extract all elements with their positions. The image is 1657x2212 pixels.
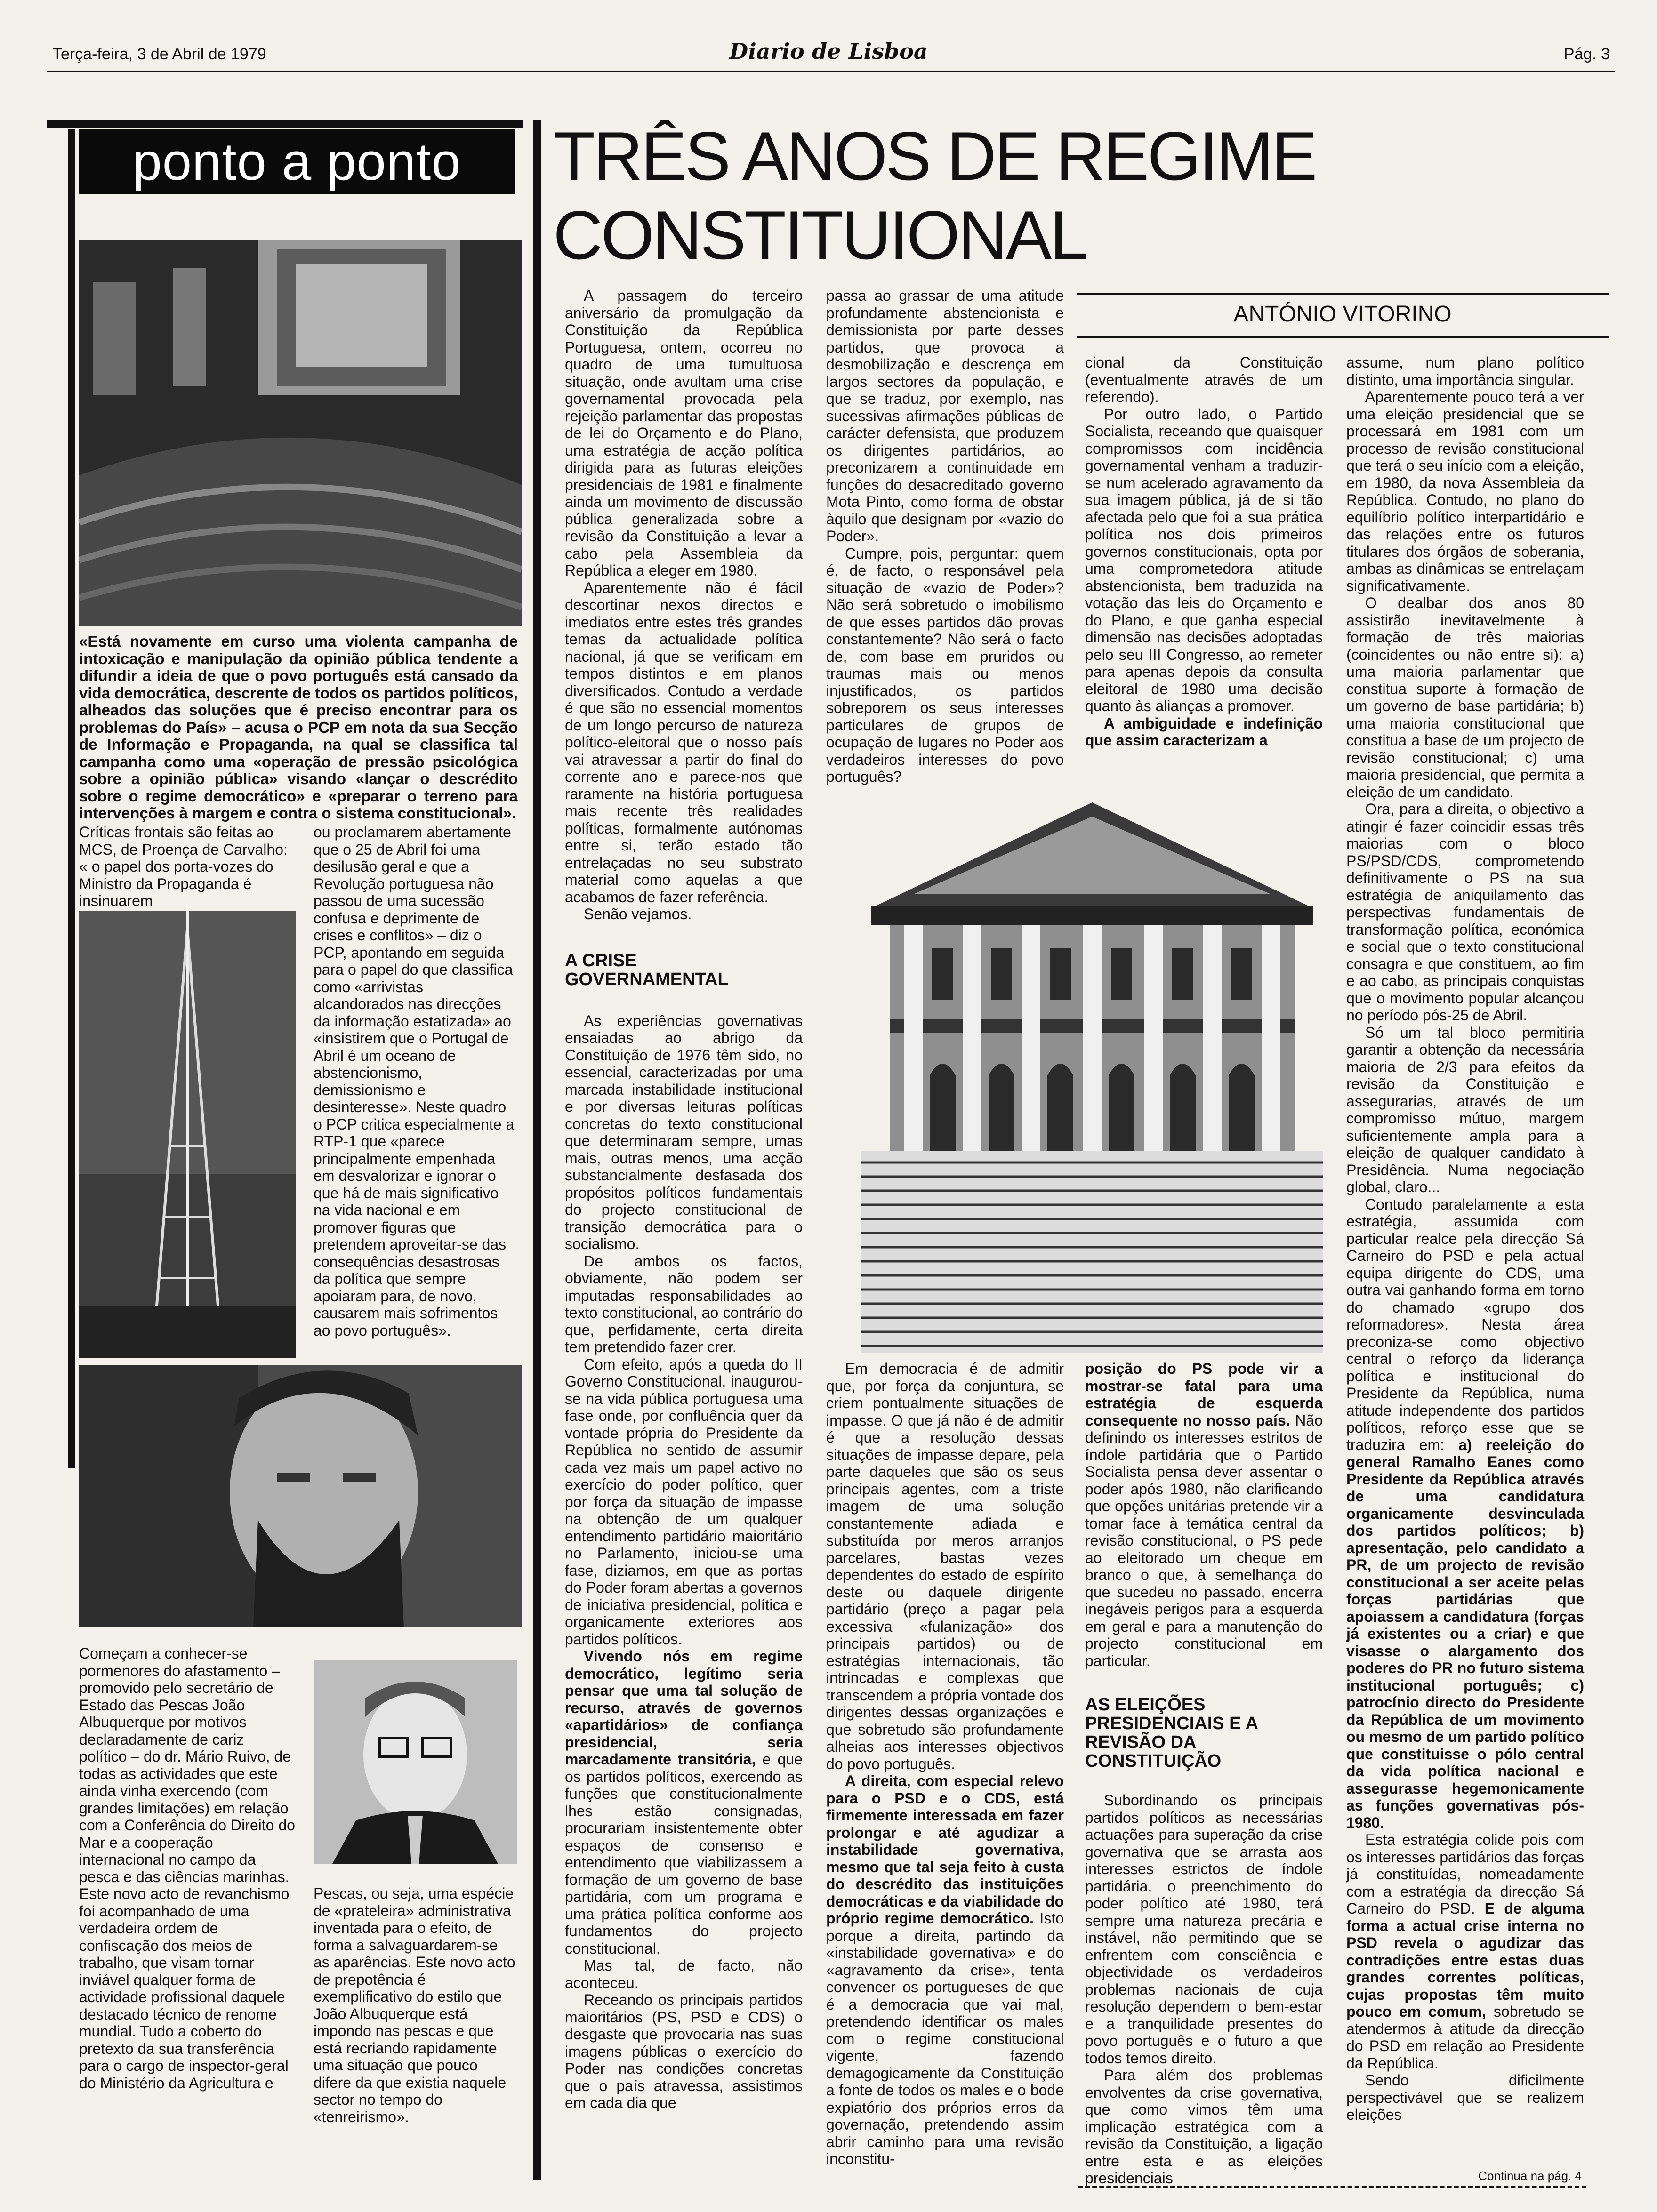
sidebar-title-text: ponto a ponto xyxy=(132,132,461,191)
byline-rule-bottom xyxy=(1077,336,1609,338)
article-column-4 xyxy=(1346,354,1584,2124)
broadcast-tower-photo xyxy=(79,911,296,1358)
emphasis: E de alguma forma a actual crise interna no PSD revela o agudizar das contradições entre estas duas grandes correntes políticas, cujas propostas têm muito pouco em comum, xyxy=(1346,1900,1585,2020)
issue-date: Terça-feira, 3 de Abril de 1979 xyxy=(53,45,266,63)
masthead: Diario de Lisboa xyxy=(729,39,928,64)
paragraph: Só um tal bloco permitiria garantir a obtenção da necessária maioria de 2/3 para efeitos da revisão da Constituição e assegurarias, através de um compromisso mútuo, margem suficientemente ampla para a eleição de qualquer candidato à Presidência. Numa negociação global, claro... xyxy=(1346,1024,1584,1195)
subhead-eleicoes-presidenciais: AS ELEIÇÕES PRESIDENCIAIS E A REVISÃO DA CONSTITUIÇÃO xyxy=(1085,1695,1258,1771)
paragraph: De ambos os factos, obviamente, não podem ser imputadas responsabilidades ao texto constitucional, ao contrário do que, perfidamente, certa direita tem pretendido fazer crer. xyxy=(565,1252,803,1355)
parliament-chamber-photo xyxy=(79,240,522,626)
portrait-man-glasses-photo xyxy=(314,1660,517,1864)
paragraph: As experiências governativas ensaiadas ao abrigo da Constituição de 1976 têm sido, no essencial, caracterizadas por uma marcada instabilidade institucional e por diversas leituras políticas concretas do texto constitucional que determinaram sempre, umas mais, outras menos, uma acção substancialmente desfasada dos propósitos políticos fundamentais do projecto constitucional de transição democrática para o socialismo. xyxy=(565,1012,803,1252)
sidebar-column-a1: Críticas frontais são feitas ao MCS, de Proença de Carvalho: « o papel dos porta-vozes do Ministro da Propaganda é insinuarem xyxy=(79,824,288,909)
assembleia-building-photo xyxy=(861,798,1323,1353)
paragraph: Aparentemente não é fácil descortinar nexos directos e imediatos entre estes três grandes temas da actualidade política nacional, já que se verificam em tempos distintos e em planos diversificados. Contudo a verdade é que são no essencial momentos de um longo percurso de natureza político-eleitoral que o nosso país vai atravessar a partir do final do corrente ano e parece-nos que raramente na história portuguesa mais recente três realidades políticas, formalmente autónomas entre si, terão estado tão entrelaçadas no seu substrato material como aquelas a que acabamos de fazer referência. xyxy=(565,579,803,906)
paragraph xyxy=(1346,1196,1584,1832)
paragraph: A ambiguidade e indefinição que assim caracterizam a xyxy=(1085,714,1323,749)
sidebar-title xyxy=(79,129,515,194)
sidebar-left-bar xyxy=(68,129,75,1468)
sidebar-top-bar xyxy=(47,120,523,128)
text: Esta estratégia colide pois com os interesses partidários das forças já constituídas, nomeadamente com a estratégia da direcção Sá Carneiro do PSD. xyxy=(1346,1831,1584,1917)
paragraph: Sendo dificilmente perspectivável que se realizem eleições xyxy=(1346,2072,1584,2123)
subhead-crise-governamental: A CRISE GOVERNAMENTAL xyxy=(565,950,729,989)
article-column-3-top xyxy=(1085,354,1323,749)
text: Não definindo os interesses estritos de índole partidária que o Partido Socialista pensa dever assentar o poder após 1980, não clarificando que opções unitárias pretende vir a tomar face à temática central da revisão constitucional, o PS pede ao eleitorado um cheque em branco o que, à semelhança do que sucedeu no passado, encerra inegáveis perigos para a esquerda em geral e para a manutenção do projecto constitucional em particular. xyxy=(1085,1411,1323,1669)
byline: ANTÓNIO VITORINO xyxy=(1233,302,1452,327)
paragraph xyxy=(1085,1360,1323,1669)
paragraph: Em democracia é de admitir que, por força da conjuntura, se criem pontualmente situações de impasse. O que já não é de admitir é que a resolução dessas situações de impasse depare, pela parte daqueles que são os seus principais agentes, com a triste imagem de uma solução constantemente adiada e substituída por meros arranjos parcelares, bastas vezes dependentes do estado de espírito deste ou daquele dirigente partidário (preço a pagar pela excessiva «fulanização» dos principais partidos) ou de estratégias internacionais, tão intrincadas e complexas que transcendem a própria vontade dos dirigentes dessas organizações e que sobretudo são profundamente alheias aos interesses objectivos do povo português. xyxy=(826,1360,1064,1772)
text: e que os partidos políticos, exercendo as funções que constitucionalmente lhes estão consignadas, procurariam insistentemente obter espaços de consenso e entendimento que viabilizassem a formação de um governo de base partidária, com um programa e uma prática política conforme aos fundamentos do projecto constitucional. xyxy=(565,1751,803,1957)
paragraph: Mas tal, de facto, não aconteceu. xyxy=(565,1957,803,1991)
sidebar-column-b1: ou proclamarem abertamente que o 25 de Abril foi uma desilusão geral e que a Revolução portuguesa não passou de uma sucessão confusa e deprimente de crises e conflitos» – diz o PCP, apontando em seguida para o papel do que classifica como «arrivistas alcandorados nas direcções da informação estatizada» ao «insistirem que o Portugal de Abril é um oceano de abstencionismo, demissionismo e desinteresse». Neste quadro o PCP critica especialmente a RTP-1 que «parece principalmente empenhada em desvalorizar e ignorar o que há de mais significativo na vida nacional e em promover figuras que pretendem aproveitar-se das consequências desastrosas da política que sempre apoiaram para, de novo, causarem mais sofrimentos ao povo português». xyxy=(314,824,515,1339)
emphasis: Vivendo nós em regime democrático, legítimo seria pensar que uma tal solução de recurso, através de governos «apartidários» de confiança presidencial, seria marcadamente transitória, xyxy=(565,1648,803,1768)
emphasis: a) reeleição do general Ramalho Eanes como Presidente da República através de uma candidatura organicamente desvinculada dos partidos políticos; b) apresentação, pelo candidato a PR, de um projecto de revisão constitucional a ser aceite pelas forças partidárias que apoiassem a candidatura (forças já existentes ou a criar) e que visasse o alargamento dos poderes do PR no futuro sistema institucional português; c) patrocínio directo do Presidente da República de um movimento ou mesmo de um partido político que constituisse o pólo central da vida política nacional e assegurasse hegemonicamente as funções governativas pós-1980. xyxy=(1346,1436,1584,1831)
paragraph: cional da Constituição (eventualmente através de um referendo). xyxy=(1085,354,1323,405)
article-column-1 xyxy=(565,287,803,2112)
text: sobretudo se atendermos à atitude da direcção do PSD em relação ao Presidente da República. xyxy=(1346,2003,1585,2072)
sidebar-column-a2: Começam a conhecer-se pormenores do afastamento – promovido pelo secretário de Estado das Pescas João Albuquerque por motivos declaradamente de cariz político – do dr. Mário Ruivo, de todas as actividades que este ainda vinha exercendo (com grandes limitações) em relação com a Conferência do Direito do Mar e a cooperação internacional no campo da pesca e das ciências marinhas. Este novo acto de revanchismo foi acompanhado de uma verdadeira ordem de confiscação dos meios de trabalho, que visam tornar inviável qualquer forma de actividade profissional daquele destacado técnico de renome mundial. Tudo a coberto do pretexto da sua transferência para o cargo de inspector-geral do Ministério da Agricultura e xyxy=(79,1645,295,2092)
sidebar-column-b2: Pescas, ou seja, uma espécie de «prateleira» administrativa inventada para o efeito, de forma a salvaguardarem-se as aparências. Este novo acto de prepotência é exemplificativo do estilo que João Albuquerque está impondo nas pescas e que está recriando rapidamente uma situação que pouco difere da que existia naquele sector no tempo do «tenreirismo». xyxy=(314,1885,515,2125)
paragraph: Para além dos problemas envolventes da crise governativa, que como vimos têm uma implicação estratégica com a revisão da Constituição, a ligação entre esta e as eleições presidenciais xyxy=(1085,2067,1323,2187)
page-number: Pág. 3 xyxy=(1563,45,1610,63)
paragraph: O dealbar dos anos 80 assistirão inevitavelmente à formação de três maiorias (coincidentes ou não entre si): a) uma maioria parlamentar que constitua suporte à formação de um governo de base partidária; b) uma maioria constitucional que constitua a base de um projecto de revisão constitucional; c) uma maioria presidencial, que permita a eleição de um candidato. xyxy=(1346,594,1584,801)
sidebar-right-rule xyxy=(533,120,541,2180)
byline-rule xyxy=(1077,293,1609,295)
paragraph: Cumpre, pois, perguntar: quem é, de facto, o responsável pela situação de «vazio de Poder»? Não será sobretudo o imobilismo de que esses partidos dão provas constantemente? Não será o facto de, com base em pruridos ou traumas mais ou menos injustificados, os partidos sobreporem os seus interesses particulares de grupos de ocupação de lugares no Poder aos verdadeiros interesses do povo português? xyxy=(826,545,1064,785)
paragraph xyxy=(565,1648,803,1957)
paragraph: Subordinando os principais partidos políticos as necessárias actuações para superação da crise governativa que se arrasta aos interesses estrictos de índole partidária, o preenchimento do poder político até 1980, terá sempre uma natureza precária e instável, não permitindo que se enfrentem com consciência e objectividade os verdadeiros problemas nacionais de cuja resolução dependem o bem-estar e a tranquilidade presentes do povo português e o futuro a que todos temos direito. xyxy=(1085,1792,1323,2067)
text: Isto porque a direita, partindo da «instabilidade governativa» e do «agravamento da crise», tenta convencer os portugueses de que é a democracia que vai mal, pretendendo identificar os males com o regime constitucional vigente, fazendo demagogicamente da Constituição a fonte de todos os males e o bode expiatório dos próprios erros da governação, pretendendo assim abrir caminho para uma revisão inconstitu- xyxy=(826,1910,1064,2167)
paragraph: Aparentemente pouco terá a ver uma eleição presidencial que se processará em 1981 com um processo de revisão constitucional que terá o seu início com a eleição, em 1980, da nova Assembleia da República. Contudo, no plano do equilíbrio político interpartidário e das relações entre os futuros titulares dos órgãos de soberania, ambas as dinâmicas se entrelaçam significativamente. xyxy=(1346,388,1584,594)
paragraph: A passagem do terceiro aniversário da promulgação da Constituição da República Portuguesa, ontem, ocorreu no quadro de uma tumultuosa situação, onde avultam uma crise governamental provocada pela rejeição parlamentar das propostas de lei do Orçamento e do Plano, uma estratégia de acção política dirigida para as futuras eleições presidenciais de 1981 e finalmente ainda um movimento de discussão pública generalizada sobre a revisão da Constituição a levar a cabo pela Assembleia da República a eleger em 1980. xyxy=(565,287,803,579)
headline-line-2: CONSTITUIONAL xyxy=(553,197,1086,273)
paragraph: Por outro lado, o Partido Socialista, receando que quaisquer compromissos com incidência governamental venham a traduzir-se num acelerado agravamento da sua imagem pública, já de si tão afectada pelo que foi a sua prática política nos dois primeiros governos constitucionais, opta por uma comprometedora atitude abstencionista, bem traduzida na votação das leis do Orçamento e do Plano, e que ganha especial dimensão nas decisões adoptadas pelo seu III Congresso, ao remeter para apenas depois da consulta eleitoral de 1980 uma decisão quanto às alianças a promover. xyxy=(1085,405,1323,714)
header-rule xyxy=(47,71,1615,72)
paragraph xyxy=(826,1772,1064,2168)
emphasis: A direita, com especial relevo para o PSD e o CDS, está firmemente interessada em fazer prolongar e até agudizar a instabilidade governativa, mesmo que tal seja feito à custa do descrédito das instituições democráticas e da viabilidade do próprio regime democrático. xyxy=(826,1772,1064,1927)
continued-note: Continua na pág. 4 xyxy=(1478,2169,1582,2183)
emphasis: posição do PS pode vir a mostrar-se fatal para uma estratégia de esquerda consequente no nosso país. xyxy=(1085,1360,1323,1429)
sidebar-caption-intro: «Está novamente em curso uma violenta campanha de intoxicação e manipulação da opinião pública tendente a difundir a ideia de que o povo português está cansado da vida democrática, descrente de todos os partidos políticos, alheados das soluções que é preciso encontrar para os problemas do País» – acusa o PCP em nota da sua Secção de Informação e Propaganda, na qual se classifica tal campanha como uma «operação de pressão psicológica sobre a opinião pública» visando «lançar o descrédito sobre o regime democrático» e «preparar o terreno para intervenções à margem e contra o sistema constitucional». xyxy=(79,633,518,822)
article-column-2-top xyxy=(826,287,1064,785)
text: Contudo paralelamente a esta estratégia, assumida com particular realce pela direcção Sá Carneiro do PSD e pela actual equipa dirigente do CDS, uma outra vai ganhando forma em torno do chamado «grupo dos reformadores». Nesta área preconiza-se como objectivo central o reforço da liderança política e institucional do Presidente da República, numa atitude independente dos partidos políticos, reforço esse que se traduzira em: xyxy=(1346,1195,1584,1453)
paragraph: Senão vejamos. xyxy=(584,906,692,922)
paragraph xyxy=(1346,1831,1584,2072)
article-column-2-bottom xyxy=(826,1360,1064,2168)
paragraph: Receando os principais partidos maioritários (PS, PSD e CDS) o desgaste que provocaria nas suas imagens públicas o exercício do Poder nas condições concretas que o país atravessa, assistimos em cada dia que xyxy=(565,1991,803,2111)
paragraph: passa ao grassar de uma atitude profundamente abstencionista e demissionista por parte desses partidos, que provoca a desmobilização e descrença em largos sectores da população, e que se traduz, por exemplo, nas sucessivas afirmações públicas de carácter defensista, que produzem os dirigentes partidários, ao preconizarem a continuidade em funções do desacreditado governo Mota Pinto, como forma de obstar àquilo que designam por «vazio do Poder». xyxy=(826,287,1064,545)
paragraph: Ora, para a direita, o objectivo a atingir é fazer coincidir essas três maiorias com o bloco PS/PSD/CDS, comprometendo definitivamente o PS na sua estratégia de aniquilamento das perspectivas fundamentais de transformação política, económica e social que o texto constitucional consagra e que constituem, ao fim e ao cabo, as principais conquistas que o movimento popular alcançou no período pós-25 de Abril. xyxy=(1346,801,1584,1024)
portrait-bearded-man-photo xyxy=(79,1365,522,1627)
paragraph: Com efeito, após a queda do II Governo Constitucional, inaugurou-se na vida pública portuguesa uma fase onde, por confluência quer da vontade própria do Presidente da República no sentido de assumir cada vez mais um papel activo no exercício do poder político, quer por força da situação de impasse na obtenção de um qualquer entendimento partidário maioritário no Parlamento, iniciou-se uma fase, diziamos, em que as portas do Poder foram abertas a governos de iniciativa presidencial, política e organicamente exteriores aos partidos políticos. xyxy=(565,1355,803,1648)
paragraph: assume, num plano político distinto, uma importância singular. xyxy=(1346,354,1584,388)
article-column-3-bottom xyxy=(1085,1360,1323,2187)
bottom-dotted-rule xyxy=(1078,2186,1586,2188)
headline-line-1: TRÊS ANOS DE REGIME xyxy=(553,118,1316,194)
